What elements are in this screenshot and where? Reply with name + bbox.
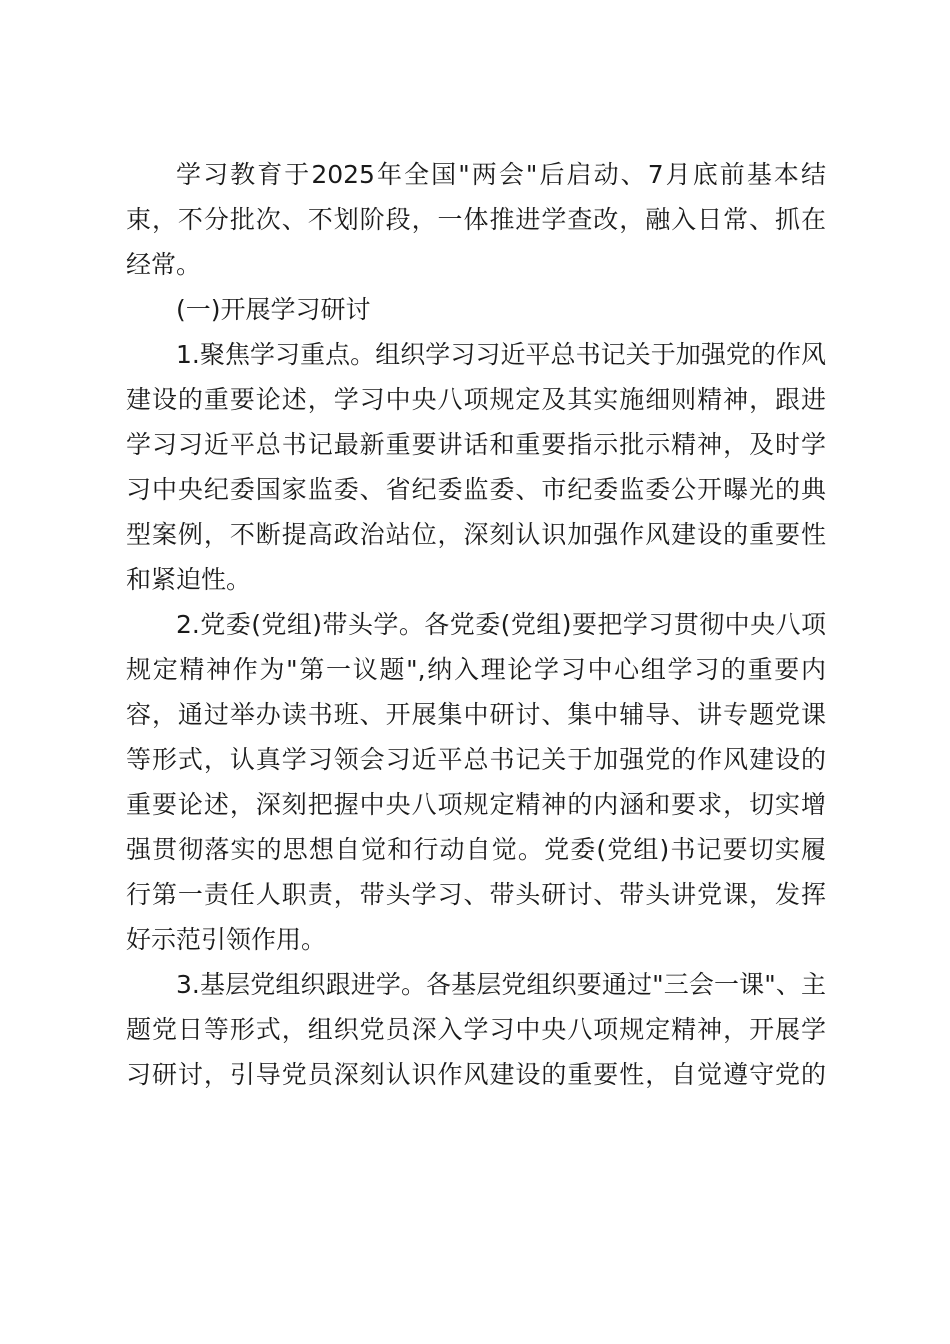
text-line: 学习教育于2025年全国"两会"后启动、7月底前基本结 xyxy=(176,160,826,189)
text-line: 容，通过举办读书班、开展集中研讨、集中辅导、讲专题党课 xyxy=(126,700,826,729)
text-line: 题党日等形式，组织党员深入学习中央八项规定精神，开展学 xyxy=(126,1015,826,1044)
paragraph-intro xyxy=(126,152,826,287)
text-line: 好示范引领作用。 xyxy=(126,925,327,954)
text-line: 行第一责任人职责，带头学习、带头研讨、带头讲党课，发挥 xyxy=(126,880,826,909)
paragraph-item-2 xyxy=(126,602,826,962)
section-heading xyxy=(126,287,826,332)
text-line: 学习习近平总书记最新重要讲话和重要指示批示精神，及时学 xyxy=(126,430,826,459)
text-line: 重要论述，深刻把握中央八项规定精神的内涵和要求，切实增 xyxy=(126,790,826,819)
text-line: 束，不分批次、不划阶段，一体推进学查改，融入日常、抓在 xyxy=(126,205,826,234)
document-body xyxy=(126,152,826,1097)
text-line: 1.聚焦学习重点。组织学习习近平总书记关于加强党的作风 xyxy=(176,340,826,369)
paragraph-item-3 xyxy=(126,962,826,1097)
text-line: 强贯彻落实的思想自觉和行动自觉。党委(党组)书记要切实履 xyxy=(126,835,826,864)
text-line: 经常。 xyxy=(126,250,202,279)
text-line: 和紧迫性。 xyxy=(126,565,252,594)
text-line: 2.党委(党组)带头学。各党委(党组)要把学习贯彻中央八项 xyxy=(176,610,826,639)
text-line: 3.基层党组织跟进学。各基层党组织要通过"三会一课"、主 xyxy=(176,970,826,999)
text-line: 型案例，不断提高政治站位，深刻认识加强作风建设的重要性 xyxy=(126,520,826,549)
text-line: 习研讨，引导党员深刻认识作风建设的重要性，自觉遵守党的 xyxy=(126,1060,826,1089)
text-line: 建设的重要论述，学习中央八项规定及其实施细则精神，跟进 xyxy=(126,385,826,414)
text-line: 规定精神作为"第一议题",纳入理论学习中心组学习的重要内 xyxy=(126,655,826,684)
section-heading-text: (一)开展学习研讨 xyxy=(176,295,371,324)
text-line: 习中央纪委国家监委、省纪委监委、市纪委监委公开曝光的典 xyxy=(126,475,826,504)
text-line: 等形式，认真学习领会习近平总书记关于加强党的作风建设的 xyxy=(126,745,826,774)
paragraph-item-1 xyxy=(126,332,826,602)
